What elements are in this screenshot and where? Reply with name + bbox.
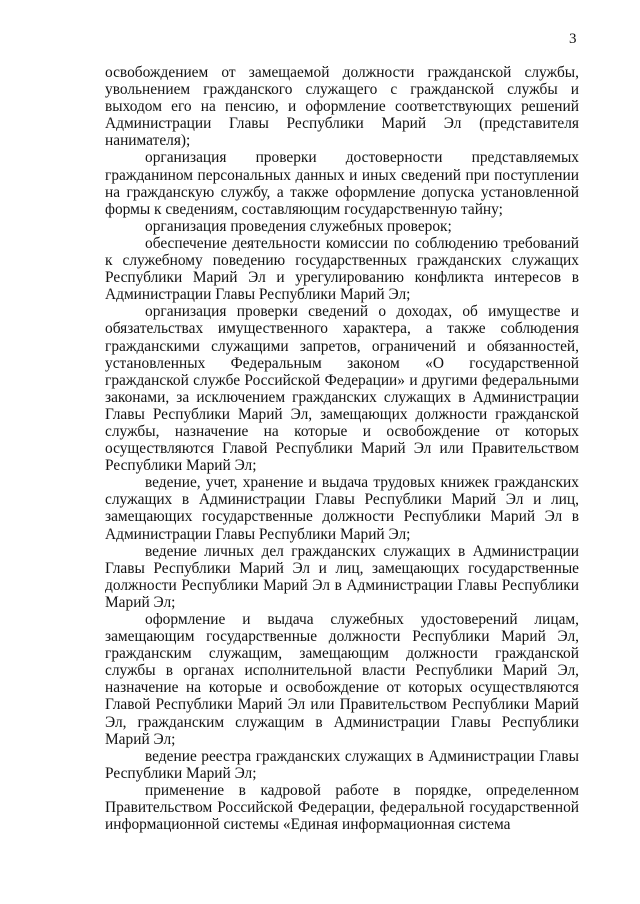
page-number: 3: [569, 31, 577, 47]
document-body: [105, 64, 579, 833]
paragraph: организация проверки сведений о доходах, об имуществе и обязательствах имущественного характера, а также соблюдения гражданскими служащими запретов, ограничений и обязанностей, установленных Федеральным законом «О государственной гражданской службе Российской Федерации» и другими федеральными законами, за исключением гражданских служащих в Администрации Главы Республики Марий Эл, замещающих должности гражданской службы, назначение на которые и освобождение от которых осуществляются Главой Республики Марий Эл или Правительством Республики Марий Эл;: [105, 303, 579, 475]
paragraph: ведение личных дел гражданских служащих в Администрации Главы Республики Марий Эл и лиц, замещающих государственные должности Республики Марий Эл в Администрации Главы Республики Марий Эл;: [105, 542, 579, 611]
paragraph: ведение, учет, хранение и выдача трудовых книжек гражданских служащих в Администрации Главы Республики Марий Эл и лиц, замещающих государственные должности Республики Марий Эл в Администрации Главы Республики Марий Эл;: [105, 474, 579, 543]
paragraph: организация проведения служебных проверок;: [145, 217, 452, 235]
paragraph: применение в кадровой работе в порядке, определенном Правительством Российской Федерации, федеральной государственной информационной системы «Единая информационная система: [105, 781, 579, 834]
paragraph: обеспечение деятельности комиссии по соблюдению требований к служебному поведению государственных гражданских служащих Республики Марий Эл и урегулированию конфликта интересов в Администрации Главы Республики Марий Эл;: [105, 234, 579, 304]
paragraph: оформление и выдача служебных удостоверений лицам, замещающим государственные должности Республики Марий Эл, гражданским служащим, замещающим должности гражданской службы в органах исполнительной власти Республики Марий Эл, назначение на которые и освобождение от которых осуществляются Главой Республики Марий Эл или Правительством Республики Марий Эл, гражданским служащим в Администрации Главы Республики Марий Эл;: [105, 611, 579, 748]
paragraph: организация проверки достоверности представляемых гражданином персональных данных и иных сведений при поступлении на гражданскую службу, а также оформление допуска установленной формы к сведениям, составляющим государственную тайну;: [105, 149, 579, 218]
paragraph: ведение реестра гражданских служащих в Администрации Главы Республики Марий Эл;: [105, 747, 579, 782]
paragraph-continuation: освобождением от замещаемой должности гражданской службы, увольнением гражданского служащего с гражданской службы и выходом его на пенсию, и оформление соответствующих решений Администрации Главы Республики Марий Эл (представителя нанимателя);: [105, 64, 579, 150]
